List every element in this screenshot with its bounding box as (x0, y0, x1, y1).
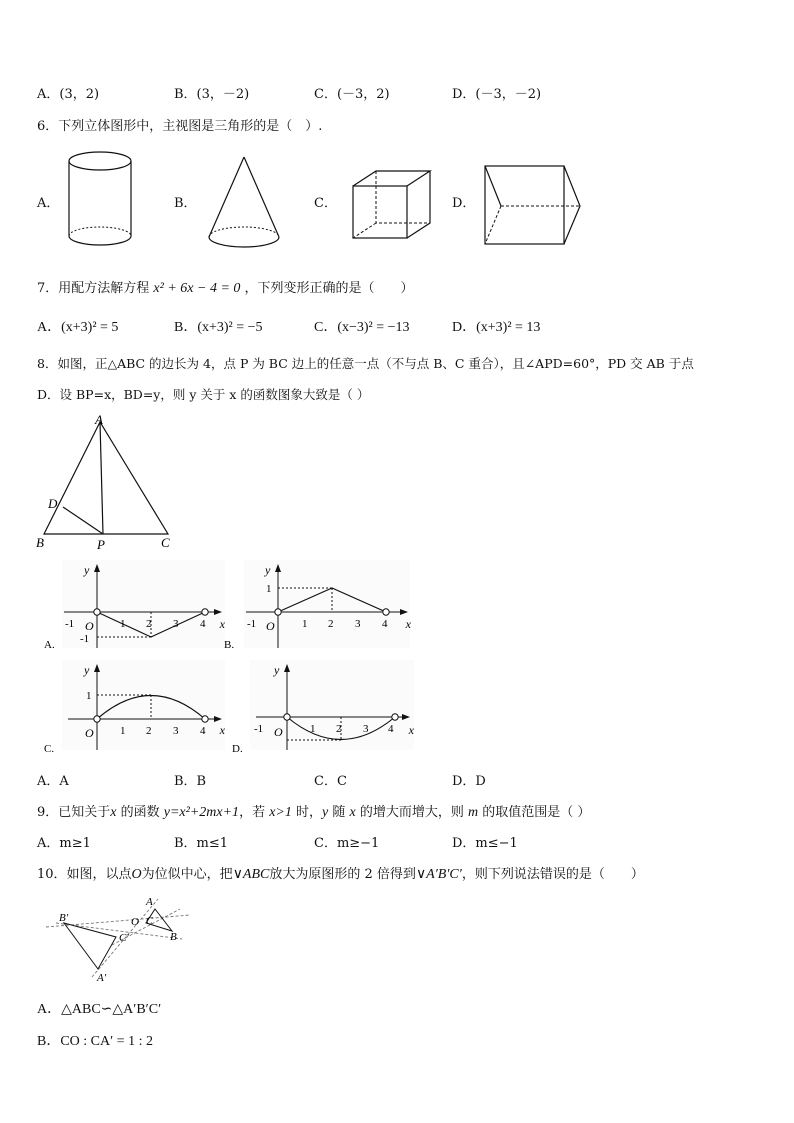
q7-stem-pre: 7．用配方法解方程 (37, 281, 150, 296)
q5-option-a: A．(3，2) (37, 87, 100, 102)
equilateral-triangle-figure (32, 412, 182, 552)
tick-3: 3 (173, 618, 179, 630)
q7-option-a: A．(x+3)² = 5 (37, 320, 119, 335)
q10-stem-mid1: 为位似中心，把 (141, 867, 233, 882)
origin-label: O (85, 726, 94, 740)
graph-c-label: C. (44, 743, 55, 754)
q8-stem-line2: D．设 BP=x，BD=y，则 y 关于 x 的函数图象大致是（ ） (37, 387, 370, 402)
x-axis-label: x (408, 723, 414, 737)
q9-stem-mid4: 随 (328, 805, 350, 820)
tick-2: 2 (146, 618, 152, 630)
q9-stem-mid2: ，若 (239, 805, 270, 820)
q8-stem-line1: 8．如图，正△ABC 的边长为 4，点 P 为 BC 边上的任意一点（不与点 B、C 重合），且∠APD=60°，PD 交 AB 于点 (37, 356, 694, 371)
origin-label: O (85, 619, 94, 633)
tick-2: 2 (146, 725, 152, 737)
q10-stem-mid2: 放大为原图形的 2 倍得到 (269, 867, 416, 882)
point-b-label: B (170, 931, 177, 943)
tick-neg1: -1 (254, 723, 264, 735)
tick-1: 1 (302, 618, 308, 630)
q10-stem-pre: 10．如图，以点 (37, 867, 132, 882)
tick-2: 2 (328, 618, 334, 630)
point-b-prime-label: B′ (59, 912, 69, 924)
tick-y-1: 1 (266, 583, 272, 595)
tick-1: 1 (310, 723, 316, 735)
q9-stem-mid1: 的函数 (116, 805, 164, 820)
graph-a (42, 560, 227, 652)
q6-label-d: D． (452, 196, 476, 211)
cylinder-figure (64, 148, 138, 252)
origin-label: O (274, 725, 283, 739)
tick-1: 1 (120, 618, 126, 630)
q9-condition: x>1 (269, 805, 292, 820)
graph-d-label: D. (232, 743, 243, 754)
q8-option-b: B．B (174, 774, 207, 789)
q8-option-c: C．C (314, 774, 347, 789)
cube-figure (350, 168, 436, 242)
graph-a-label: A. (44, 639, 55, 651)
tick-4: 4 (200, 618, 206, 630)
tick-3: 3 (355, 618, 361, 630)
y-axis-label: y (84, 663, 90, 677)
q7-option-d: D．(x+3)² = 13 (452, 320, 541, 335)
x-axis-label: x (219, 617, 225, 631)
q8-option-a: A．A (37, 774, 69, 789)
q9-stem-post: 的取值范围是（ ） (478, 805, 591, 820)
graph-b-label: B. (224, 639, 235, 651)
q7-stem-post: ，下列变形正确的是（ ） (244, 281, 414, 296)
y-axis-label: y (84, 563, 90, 577)
y-axis-label: y (274, 663, 280, 677)
q5-option-b: B．(3，－2) (174, 87, 250, 102)
homothety-figure (42, 893, 194, 985)
q6-stem: 6．下列立体图形中，主视图是三角形的是（ ）. (37, 119, 323, 134)
tick-neg1: -1 (247, 618, 257, 630)
q7-option-b: B．(x+3)² = −5 (174, 320, 263, 335)
q9-stem-mid3: 时， (291, 805, 323, 820)
q9-option-b: B．m≤1 (174, 836, 229, 851)
q9-var-y: y (322, 805, 329, 820)
tick-y-neg1: -1 (80, 633, 90, 645)
q6-label-a: A． (37, 196, 60, 211)
tick-2: 2 (336, 723, 342, 735)
point-a-label: A (146, 896, 153, 908)
graph-b (222, 560, 412, 652)
q9-var-x: x (110, 805, 117, 820)
q10-triangle-a2b2c2: ∨A′B′C′ (415, 867, 462, 882)
tick-3: 3 (173, 725, 179, 737)
graph-d (230, 660, 416, 754)
tick-neg1: -1 (65, 618, 75, 630)
point-c-label: C (146, 916, 153, 927)
tick-4: 4 (200, 725, 206, 737)
q5-option-c: C．(－3，2) (314, 87, 390, 102)
point-b-label: B (36, 535, 44, 550)
center-o-label: O (131, 916, 139, 928)
tick-3: 3 (363, 723, 369, 735)
point-p-label: P (97, 537, 105, 552)
q9-var-m: m (467, 805, 479, 820)
point-c-label: C (161, 535, 170, 550)
q9-var-x2: x (349, 805, 356, 820)
q9-option-c: C．m≥−1 (314, 836, 380, 851)
q7-option-c: C．(x−3)² = −13 (314, 320, 410, 335)
tick-1: 1 (120, 725, 126, 737)
y-axis-label: y (265, 563, 271, 577)
q10-triangle-abc: ∨ABC (232, 867, 270, 882)
q10-stem-post: ，则下列说法错误的是（ ） (461, 867, 644, 882)
cone-figure (205, 155, 283, 253)
point-a-label: A (95, 412, 103, 427)
q7-equation: x² + 6x − 4 = 0 (153, 281, 241, 296)
q10-center-o: O (131, 867, 142, 882)
point-a-prime-label: A′ (97, 972, 107, 984)
point-c-prime-label: C′ (119, 932, 129, 944)
origin-label: O (266, 619, 275, 633)
q6-label-c: C． (314, 196, 337, 211)
q9-function: y=x²+2mx+1 (163, 805, 240, 820)
point-d-label: D (48, 496, 58, 511)
q9-option-a: A．m≥1 (37, 836, 91, 851)
tick-4: 4 (382, 618, 388, 630)
q6-label-b: B． (174, 196, 197, 211)
q10-option-b: B．CO : CA′ = 1 : 2 (37, 1034, 153, 1049)
prism-figure (482, 163, 584, 247)
q10-option-a: A．△ABC∽△A′B′C′ (37, 1002, 162, 1017)
q9-stem-mid5: 的增大而增大，则 (355, 805, 468, 820)
q5-option-d: D．(－3，－2) (452, 87, 542, 102)
x-axis-label: x (219, 723, 225, 737)
q9-option-d: D．m≤−1 (452, 836, 518, 851)
q9-stem-pre: 9．已知关于 (37, 805, 111, 820)
graph-c (42, 660, 227, 754)
q8-option-d: D．D (452, 774, 486, 789)
x-axis-label: x (405, 617, 411, 631)
tick-y-1: 1 (86, 690, 92, 702)
tick-4: 4 (388, 723, 394, 735)
